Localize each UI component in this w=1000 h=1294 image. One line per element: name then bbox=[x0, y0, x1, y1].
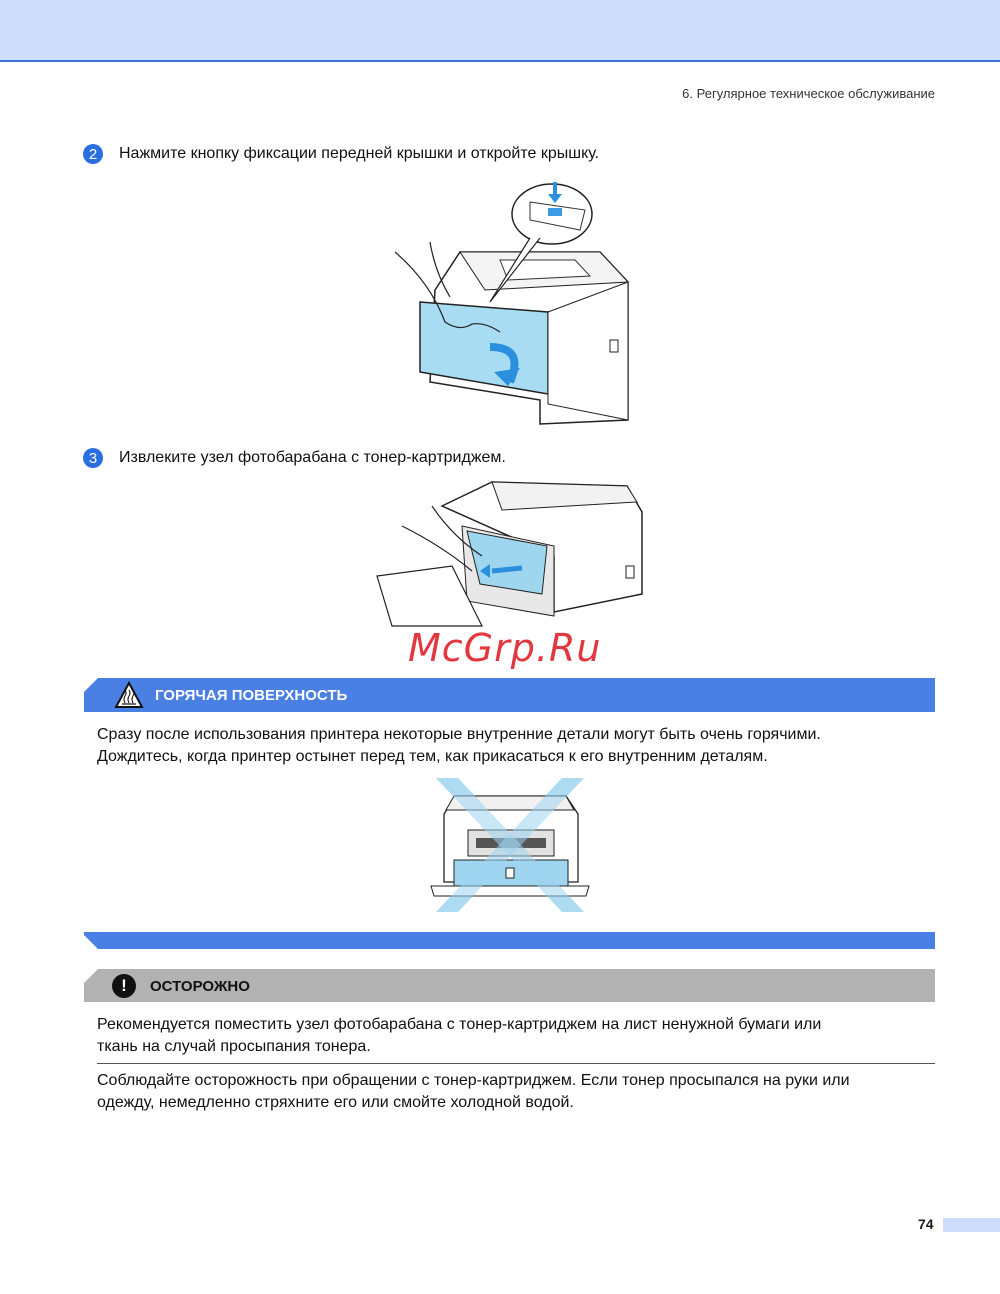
printer-remove-drum-illustration bbox=[372, 476, 647, 636]
step-2 bbox=[83, 144, 599, 164]
exclamation-icon: ! bbox=[112, 974, 136, 998]
hot-surface-title: ГОРЯЧАЯ ПОВЕРХНОСТЬ bbox=[155, 687, 348, 704]
chapter-title: 6. Регулярное техническое обслуживание bbox=[682, 86, 935, 101]
step-3 bbox=[83, 448, 506, 468]
caution-title: ОСТОРОЖНО bbox=[150, 978, 250, 995]
caution-paragraph-2 bbox=[97, 1070, 947, 1114]
watermark-text: McGrp.Ru bbox=[408, 626, 602, 670]
section-divider-bar bbox=[84, 932, 935, 949]
page-tab-marker bbox=[943, 1218, 1000, 1232]
hot-surface-warning-icon bbox=[114, 681, 144, 709]
hot-surface-line: Сразу после использования принтера некоторые внутренние детали могут быть очень горячими. bbox=[97, 726, 821, 743]
hot-surface-text bbox=[97, 724, 947, 768]
hot-surface-line: Дождитесь, когда принтер остынет перед тем, как прикасаться к его внутренним деталям. bbox=[97, 748, 768, 765]
caution-separator bbox=[97, 1063, 935, 1064]
caution-line: одежду, немедленно стряхните его или смойте холодной водой. bbox=[97, 1094, 574, 1111]
caution-paragraph-1 bbox=[97, 1014, 947, 1058]
caution-line: ткань на случай просыпания тонера. bbox=[97, 1038, 371, 1055]
step-text: Извлеките узел фотобарабана с тонер-картриджем. bbox=[119, 449, 506, 466]
step-number-badge: 2 bbox=[83, 144, 103, 164]
caution-line: Рекомендуется поместить узел фотобарабана с тонер-картриджем на лист ненужной бумаги или bbox=[97, 1016, 822, 1033]
top-header-band bbox=[0, 0, 1000, 62]
page-number: 74 bbox=[918, 1216, 934, 1232]
step-text: Нажмите кнопку фиксации передней крышки и откройте крышку. bbox=[119, 145, 600, 162]
step-number-badge: 3 bbox=[83, 448, 103, 468]
printer-open-cover-illustration bbox=[390, 172, 640, 430]
printer-interior-crossed-illustration bbox=[426, 774, 594, 916]
caution-line: Соблюдайте осторожность при обращении с тонер-картриджем. Если тонер просыпался на руки или bbox=[97, 1072, 850, 1089]
